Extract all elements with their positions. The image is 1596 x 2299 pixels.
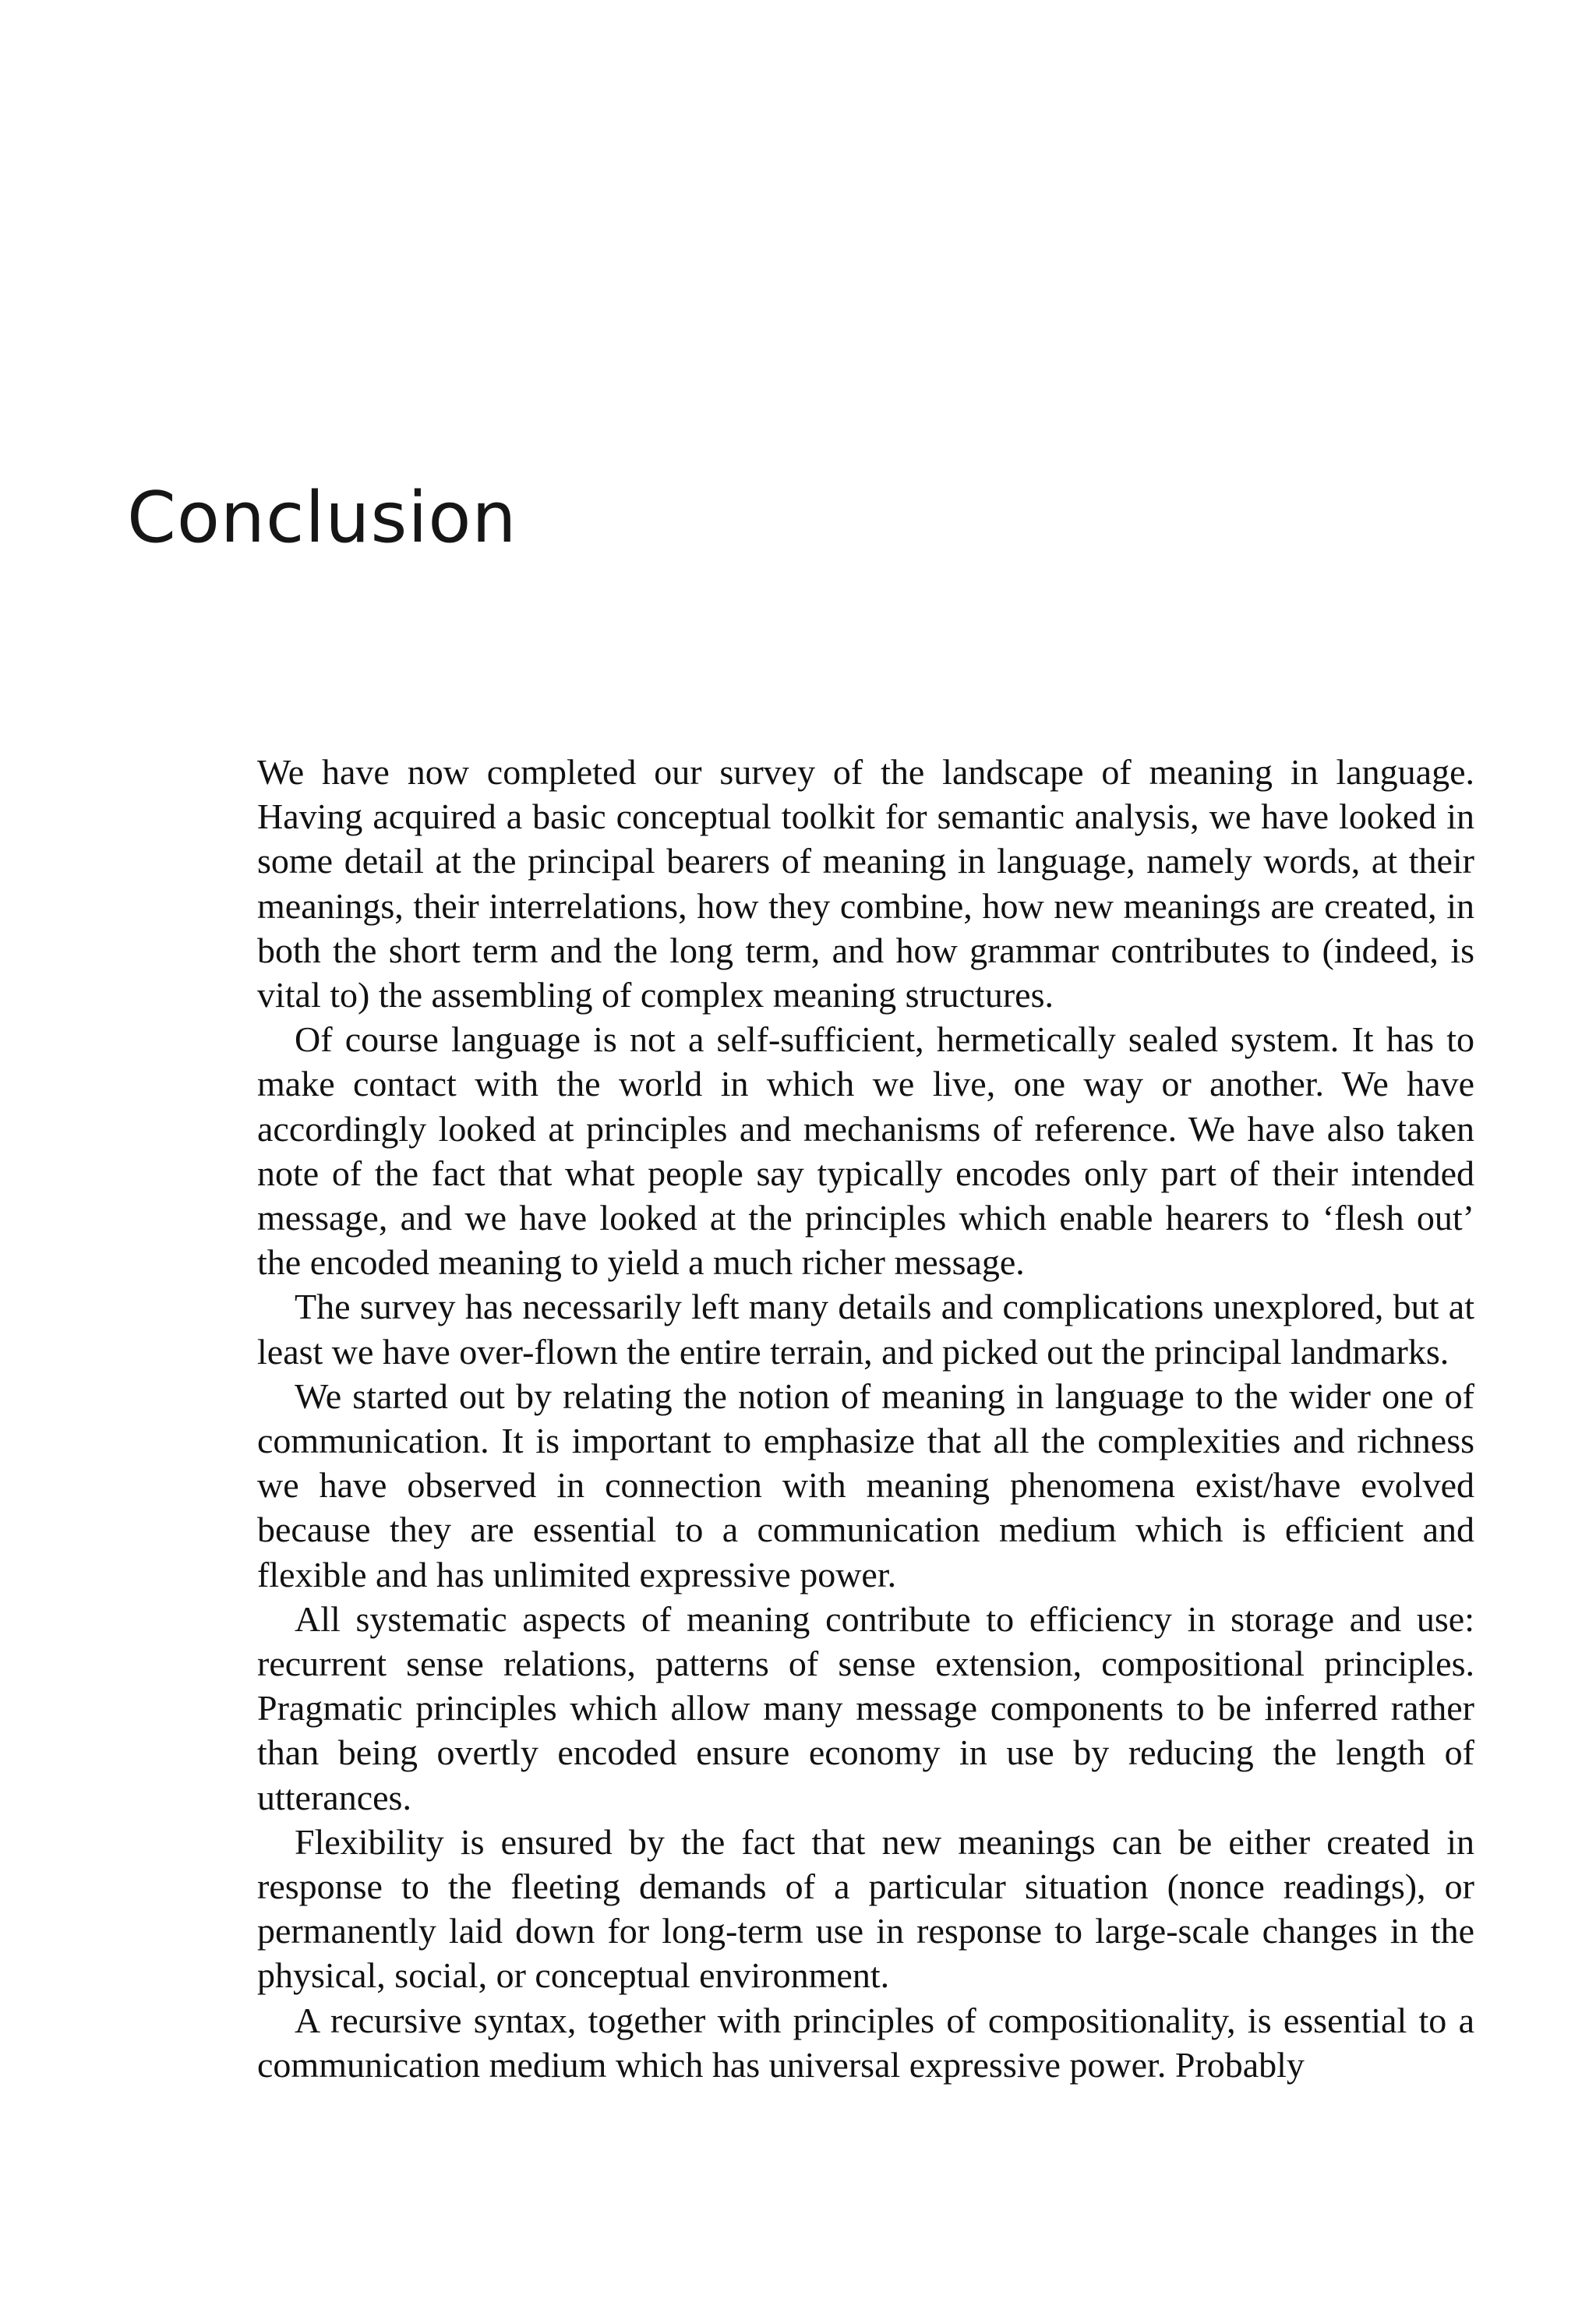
- body-text: [257, 750, 1474, 2087]
- paragraph-7: A recursive syntax, together with principles of compositionality, is essential to a communication medium which has universal expressive power. Probably: [257, 2000, 1474, 2085]
- paragraph-2: Of course language is not a self-sufficient, hermetically sealed system. It has to make contact with the world in which we live, one way or another. We have accordingly looked at principles and mechanisms of reference. We have also taken note of the fact that what people say typically encodes only part of their intended message, and we have looked at the principles which enable hearers to ‘flesh out’ the encoded meaning to yield a much richer message.: [257, 1019, 1474, 1283]
- paragraph-5: All systematic aspects of meaning contribute to efficiency in storage and use: recurrent sense relations, patterns of sense extension, compositional principles. Pragmatic principles which allow many message components to be inferred rather than being overtly encoded ensure economy in use by reducing the length of utterances.: [257, 1598, 1474, 1817]
- paragraph-4: We started out by relating the notion of meaning in language to the wider one of communication. It is important to emphasize that all the complexities and richness we have observed in connection with meaning phenomena exist/have evolved because they are essential to a communication medium which is efficient and flexible and has unlimited expressive power.: [257, 1376, 1474, 1594]
- paragraph-6: Flexibility is ensured by the fact that new meanings can be either created in response to the fleeting demands of a particular situation (nonce readings), or permanently laid down for long-term use in response to large-scale changes in the physical, social, or conceptual environment.: [257, 1821, 1474, 1996]
- paragraph-1: We have now completed our survey of the landscape of meaning in language. Having acquired a basic conceptual toolkit for semantic analysis, we have looked in some detail at the principal bearers of meaning in language, namely words, at their meanings, their interrelations, how they combine, how new meanings are created, in both the short term and the long term, and how grammar contributes to (indeed, is vital to) the assembling of complex meaning structures.: [257, 752, 1474, 1015]
- paragraph-3: The survey has necessarily left many details and complications unexplored, but at least we have over-flown the entire terrain, and picked out the principal landmarks.: [257, 1287, 1474, 1372]
- chapter-title: Conclusion: [127, 477, 517, 559]
